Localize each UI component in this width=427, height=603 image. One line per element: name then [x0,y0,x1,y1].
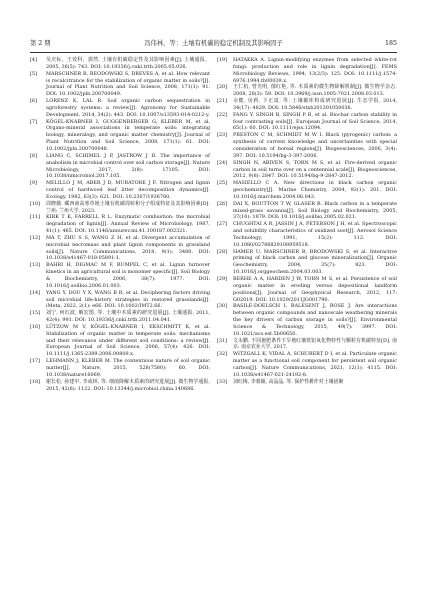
reference-number: [14] [30,289,41,296]
reference-item [217,276,397,303]
reference-text: 刘红梅, 李睿颖, 高晶晶, 等. 保护性耕作对土壤团聚 [233,378,344,385]
reference-number: [31] [217,337,228,344]
reference-text: BAHRI H, DIGMAC M F, RUMPEL C, et al. Lignin turnover kinetics in an agricultural soil is monomer specific[J]. Soil Biology & Biochemistry, 2006, 38(7): 1977. DOI: 10.1016/j.soilbio.2006.01.003. [46,262,210,289]
reference-text: LORENZ K, LAL R. Soil organic carbon sequestration in agroforestry systems: a review[J]. Agronomy for Sustainable Development, 2014, 34(2): 443. DOI: 10.1007/s13593-014-0212-y. [46,98,210,118]
reference-item [30,180,210,201]
reference-text: MASIELLO C A. New directions in black carbon organic geochemistry[J]. Marine Chemistry, 2004, 92(1): 201. DOI: 10.1016/j.marchem.2004.06.043. [233,180,397,200]
reference-number: [5] [30,70,37,77]
reference-number: [8] [30,152,37,159]
reference-item [217,84,397,98]
references-column-left [30,57,210,392]
reference-number: [6] [30,98,37,105]
reference-item [217,132,397,159]
reference-number: [16] [30,323,41,330]
reference-item [217,338,397,352]
reference-item [217,98,397,112]
reference-number: [29] [217,276,228,282]
reference-number: [4] [30,57,37,63]
reference-number: [30] [217,303,228,310]
reference-item [30,201,210,215]
reference-number: [33] [217,378,228,385]
reference-item [30,119,210,153]
reference-text: 王仁杭, 曾光明, 郁红艳, 等. 木质素的微生物降解机制[J]. 微生物学杂志, 2008, 28(3): 59. DOI: 10.3969/j.issn.1005-7021.2008.03.013. [233,84,397,98]
running-title: 冯伟林，等：土壤有机碳的稳定机制及其影响因子 [144,40,283,47]
reference-text: FANG Y, SINGH B, SINGH P B, et al. Biochar carbon stability in four contrasting soils[J]. European Journal of Soil Science, 2014, 65(1): 60. DOI: 10.1111/ejss.12094. [233,111,397,132]
reference-text: LÜTZOW M V, KÖGEL-KNABNER I, EKSCHMITT K, et al. Stabilization of organic matter in temperate soils: mechanisms and their relevance under different soil conditions: a review[J]. European Journal of Soil Science, 2006, 57(4): 426. DOI: 10.1111/j.1365-2389.2006.00809.x. [46,323,210,358]
reference-text: KIRK T K, FARRELL R L. Enzymatic combustion: the microbial degradation of lignin[J]. Annual Review of Microbiology, 1987, 41(1): 465. DOI: 10.1146/annurev.mi.41.100187.002321. [46,214,210,235]
reference-text: 周晓薇. 藏西南高寒草地土壤有机碳周转和分子组成特征及其影响因素[D]. 兰州: 兰州大学, 2023. [46,200,210,214]
reference-number: [12] [30,234,41,241]
reference-text: LEHMANN J, KLEBER M. The contentious nature of soil organic matter[J]. Nature, 2015, 528(7580): 60. DOI: 10.1038/nature16069. [46,358,210,378]
reference-text: SINGH N, ABIVEN S, TORN M S, et al. Fire-derived organic carbon in soil turns over on a centennial scale[J]. Biogeosciences, 2012, 9(8): 2847. DOI: 10.5194/bg-9-2847-2012. [233,159,397,180]
reference-number: [18] [30,378,41,385]
reference-text: HAMER U, MARSCHNER B, BRODOWSKI S, et al. Interactive priming of black carbon and glucose mineralization[J]. Organic Geochemistry, 2004, 35(7): 823. DOI: 10.1016/j.orggeochem.2004.03.003. [233,248,397,276]
reference-item [217,160,397,181]
reference-number: [25] [217,180,228,187]
reference-number: [22] [217,111,228,118]
page-header [30,38,397,50]
reference-item [30,71,210,98]
reference-text: BASILE-DOELSCH I, BALESENT J, ROSE J. Are interactions between organic compounds and nanoscale weathering minerals the key drivers of carbon storage in soils?[J]. Environmental Science & Technology, 2015, 49(7): 3997. DOI: 10.1021/acs.est.5b00650. [233,303,397,337]
reference-number: [27] [217,221,228,228]
reference-text: CHUGHTAI A R, JASSIN J A, PETERSON J H, et al. Spectroscopic and solubility characteristics of oxidized soot[J]. Aerosol Science Technology, 1991, 15(2): 112. DOI: 10.1080/02786829108959518. [233,221,397,248]
reference-number: [24] [217,159,228,166]
reference-text: HATAKKA A. Lignin-modifying enzymes from selected white-rot fungi: production and role in lignin degradation[J]. FEMS Microbiology Reviews, 1994, 13(2/3): 125. DOI: 10.1111/j.1574-6976.1994.tb00039.x. [233,57,397,84]
page-number: 185 [384,40,397,47]
reference-text: MA T, ZHU S S, WANG Z H, et al. Divergent accumulation of microbial necromass and plant lignin components in grassland soils[J]. Nature Communications, 2018, 9(1): 3480. DOI: 10.1038/s41467-018-05891-1. [46,234,210,262]
reference-text: 余健, 房莉, 卞正富, 等. 土壤碳库构成研究进展[J]. 生态学报, 2014, 34(17): 4829. DOI: 10.5846/stxb201301050036. [233,98,397,111]
reference-number: [32] [217,351,228,358]
reference-number: [20] [217,84,228,91]
reference-number: [11] [30,214,41,221]
reference-text: BERHE A A, HARDEN J W, TORN M S, et al. Persistence of soil organic matter in eroding versus depositional landform positions[J]. Journal of Geophysical Research, 2012, 117: G02019. DOI: 10.1029/2011JG001790. [233,276,397,303]
reference-number: [21] [217,98,228,105]
references-column-right [217,57,397,386]
reference-item [217,379,397,386]
reference-text: 谢长松, 孙建中, 李成林, 等. 细菌降解木质素的研究进展[J]. 微生物学通报, 2015, 42(6): 1122. DOI: 10.13344/j.microbiol.china.140686. [46,378,210,392]
reference-number: [17] [30,358,41,365]
reference-text: WITZGALL K, VIDAL A, SCHUBERT D I, et al. Particulate organic matter as a functional soil component for persistent soil organic carbon[J]. Nature Communications, 2021, 12(1): 4115. DOI: 10.1038/s41467-021-24192-8. [233,351,397,378]
issue-label: 第 2 期 [30,40,51,47]
reference-number: [10] [30,200,41,207]
header-rule [30,52,397,53]
reference-number: [28] [217,248,228,255]
reference-text: 吴庆标，王效科，郭然. 土壤有机碳稳定性及其影响因素[J]. 土壤通报，2005, 36(5): 743. DOI: 10.19336/j.cnki.trtb.2005.05.026. [46,57,210,70]
reference-text: 刘宁, 何红波, 解宏图, 等. 土壤中木质素的研究进展[J]. 土壤通报, 2011, 42(4): 991. DOI: 10.19336/j.cnki.trtb.2011.04.041. [46,310,210,324]
reference-item [217,221,397,248]
reference-item [217,57,397,84]
reference-text: LIANG C, SCHIMEL J P, JASTROW J D. The importance of anabolism in microbial control over soil carbon storage[J]. Nature Microbiology, 2017, 2(8): 17105. DOI: 10.1038/nmicrobiol.2017.105. [46,152,210,180]
reference-item [30,235,210,262]
reference-number: [23] [217,132,228,139]
reference-number: [26] [217,200,228,207]
reference-item [217,303,397,337]
reference-text: 文永鹏. 不同施肥条件下旱地红壤铁铝氧化物特性与颗粒有机碳特征[D]. 南京: 南京农业大学, 2017. [233,337,397,351]
reference-item [217,112,397,133]
reference-number: [9] [30,180,37,187]
reference-item [30,262,210,289]
reference-item [30,358,210,379]
reference-item [30,310,210,324]
reference-item [30,98,210,119]
reference-item [30,57,210,71]
reference-item [30,290,210,311]
reference-number: [15] [30,310,41,317]
reference-item [217,249,397,276]
reference-item [30,379,210,393]
reference-text: MARSCHNER B, BEODOWSKI S, DREVES A, et al. How relevant is recalcitrance for the stabilization of organic matter in soils?[J]. Journal of Plant Nutrition and Soil Science, 2008, 171(1): 91. DOI: 10.1002/jpln.200700049. [46,70,210,98]
reference-item [30,324,210,358]
reference-number: [7] [30,118,37,125]
reference-number: [19] [217,57,228,63]
reference-item [217,201,397,222]
reference-item [217,351,397,378]
reference-text: MELILLO J M, ABER J D, MURATORE J F. Nitrogen and lignin control of hardwood leaf litter decomposition dynamics[J]. Ecology, 1982, 63(3): 621. DOI: 10.2307/1936780. [46,180,210,200]
reference-text: PRESTON C M, SCHMIDT M W I. Black (pyrogenic) carbon: a synthesis of current knowledge and uncertainties with special consideration of boreal regions[J]. Biogeosciences, 2006, 3(4): 397. DOI: 10.5194/bg-3-397-2006. [233,132,397,159]
reference-text: KÖGEL-KNABNER I, GUGGENBERGER G, KLEBER M, et al. Organo-mineral associations in temperate soils: integrating biology, mineralogy, and organic matter chemistry[J]. Journal of Plant Nutrition and Soil Science, 2008, 171(1): 61. DOI: 10.1002/jpln.200700048. [46,118,210,152]
reference-number: [13] [30,262,41,269]
reference-item [30,153,210,180]
reference-item [217,180,397,201]
reference-item [30,214,210,235]
reference-text: DAI X, BOUTTON T W, GLASER B. Black carbon in a temperate mixed-grass savanna[J]. Soil Biology and Biochemistry, 2005, 37(10): 1879. DOI: 10.1016/j.soilbio.2005.02.021. [233,200,397,221]
reference-text: YANG Y, DOU Y X, WANG B R, et al. Deciphering factors driving soil microbial life-history strategies in restored grasslands[J]. iMeta, 2022, 2(1): e66. DOI: 10.1002/IMT2.66. [46,289,210,310]
